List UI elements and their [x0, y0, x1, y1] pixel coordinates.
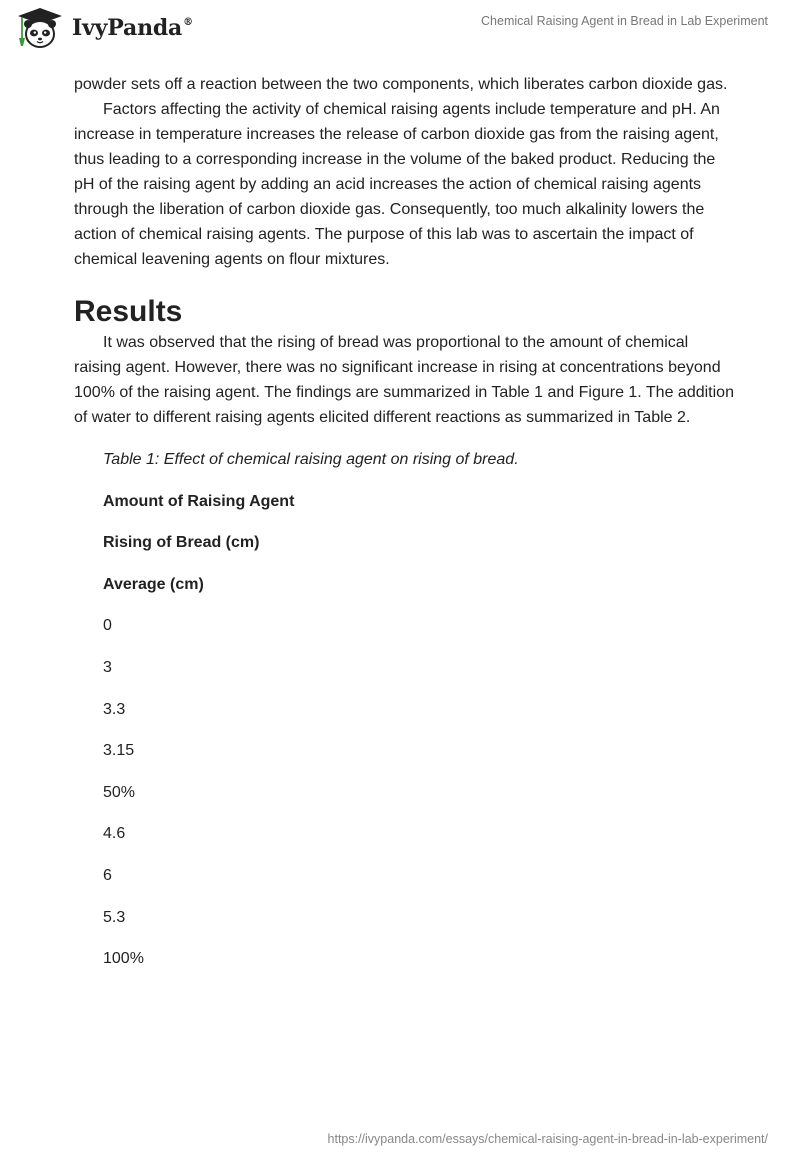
table-cell: 5.3	[103, 908, 126, 926]
article-content	[74, 72, 734, 971]
table-cell: 3	[103, 658, 112, 676]
table-cell: 3.15	[103, 742, 135, 760]
table-cell: 0	[103, 617, 112, 635]
brand-name: IvyPanda®	[72, 15, 193, 41]
document-title: Chemical Raising Agent in Bread in Lab Experiment	[481, 14, 768, 28]
table-cell: 100%	[103, 950, 144, 968]
page-header	[0, 0, 800, 70]
panda-graduate-icon	[14, 6, 66, 50]
table-caption: Table 1: Effect of chemical raising agent on rising of bread.	[103, 451, 519, 468]
paragraph-factors: Factors affecting the activity of chemical raising agents include temperature and pH. An increase in temperature increases the release of carbon dioxide gas from the raising agent, thus leading to a corresponding increase in the volume of the baked product. Reducing the pH of the raising agent by adding an acid increases the action of chemical raising agents through the liberation of carbon dioxide gas. Consequently, too much alkalinity lowers the action of chemical raising agents. The purpose of this lab was to ascertain the impact of chemical leavening agents on flour mixtures.	[74, 101, 720, 268]
table-cell: 50%	[103, 783, 136, 801]
table-cell: 3.3	[103, 700, 126, 718]
registered-mark: ®	[183, 17, 193, 28]
paragraph-continuation: powder sets off a reaction between the two components, which liberates carbon dioxide gas.	[74, 76, 728, 93]
table-header-cell: Amount of Raising Agent	[103, 492, 295, 510]
table-1	[103, 447, 734, 971]
table-header-cell: Rising of Bread (cm)	[103, 534, 260, 552]
table-cell: 4.6	[103, 825, 126, 843]
paragraph-results: It was observed that the rising of bread was proportional to the amount of chemical raising agent. However, there was no significant increase in rising at concentrations beyond 100% of the raising agent. The findings are summarized in Table 1 and Figure 1. The addition of water to different raising agents elicited different reactions as summarized in Table 2.	[74, 334, 734, 426]
brand-logo[interactable]	[14, 6, 193, 50]
table-header-cell: Average (cm)	[103, 575, 204, 593]
results-heading: Results	[74, 295, 183, 328]
table-cell: 6	[103, 866, 112, 884]
footer-url-link[interactable]: https://ivypanda.com/essays/chemical-raising-agent-in-bread-in-lab-experiment/	[327, 1132, 768, 1146]
